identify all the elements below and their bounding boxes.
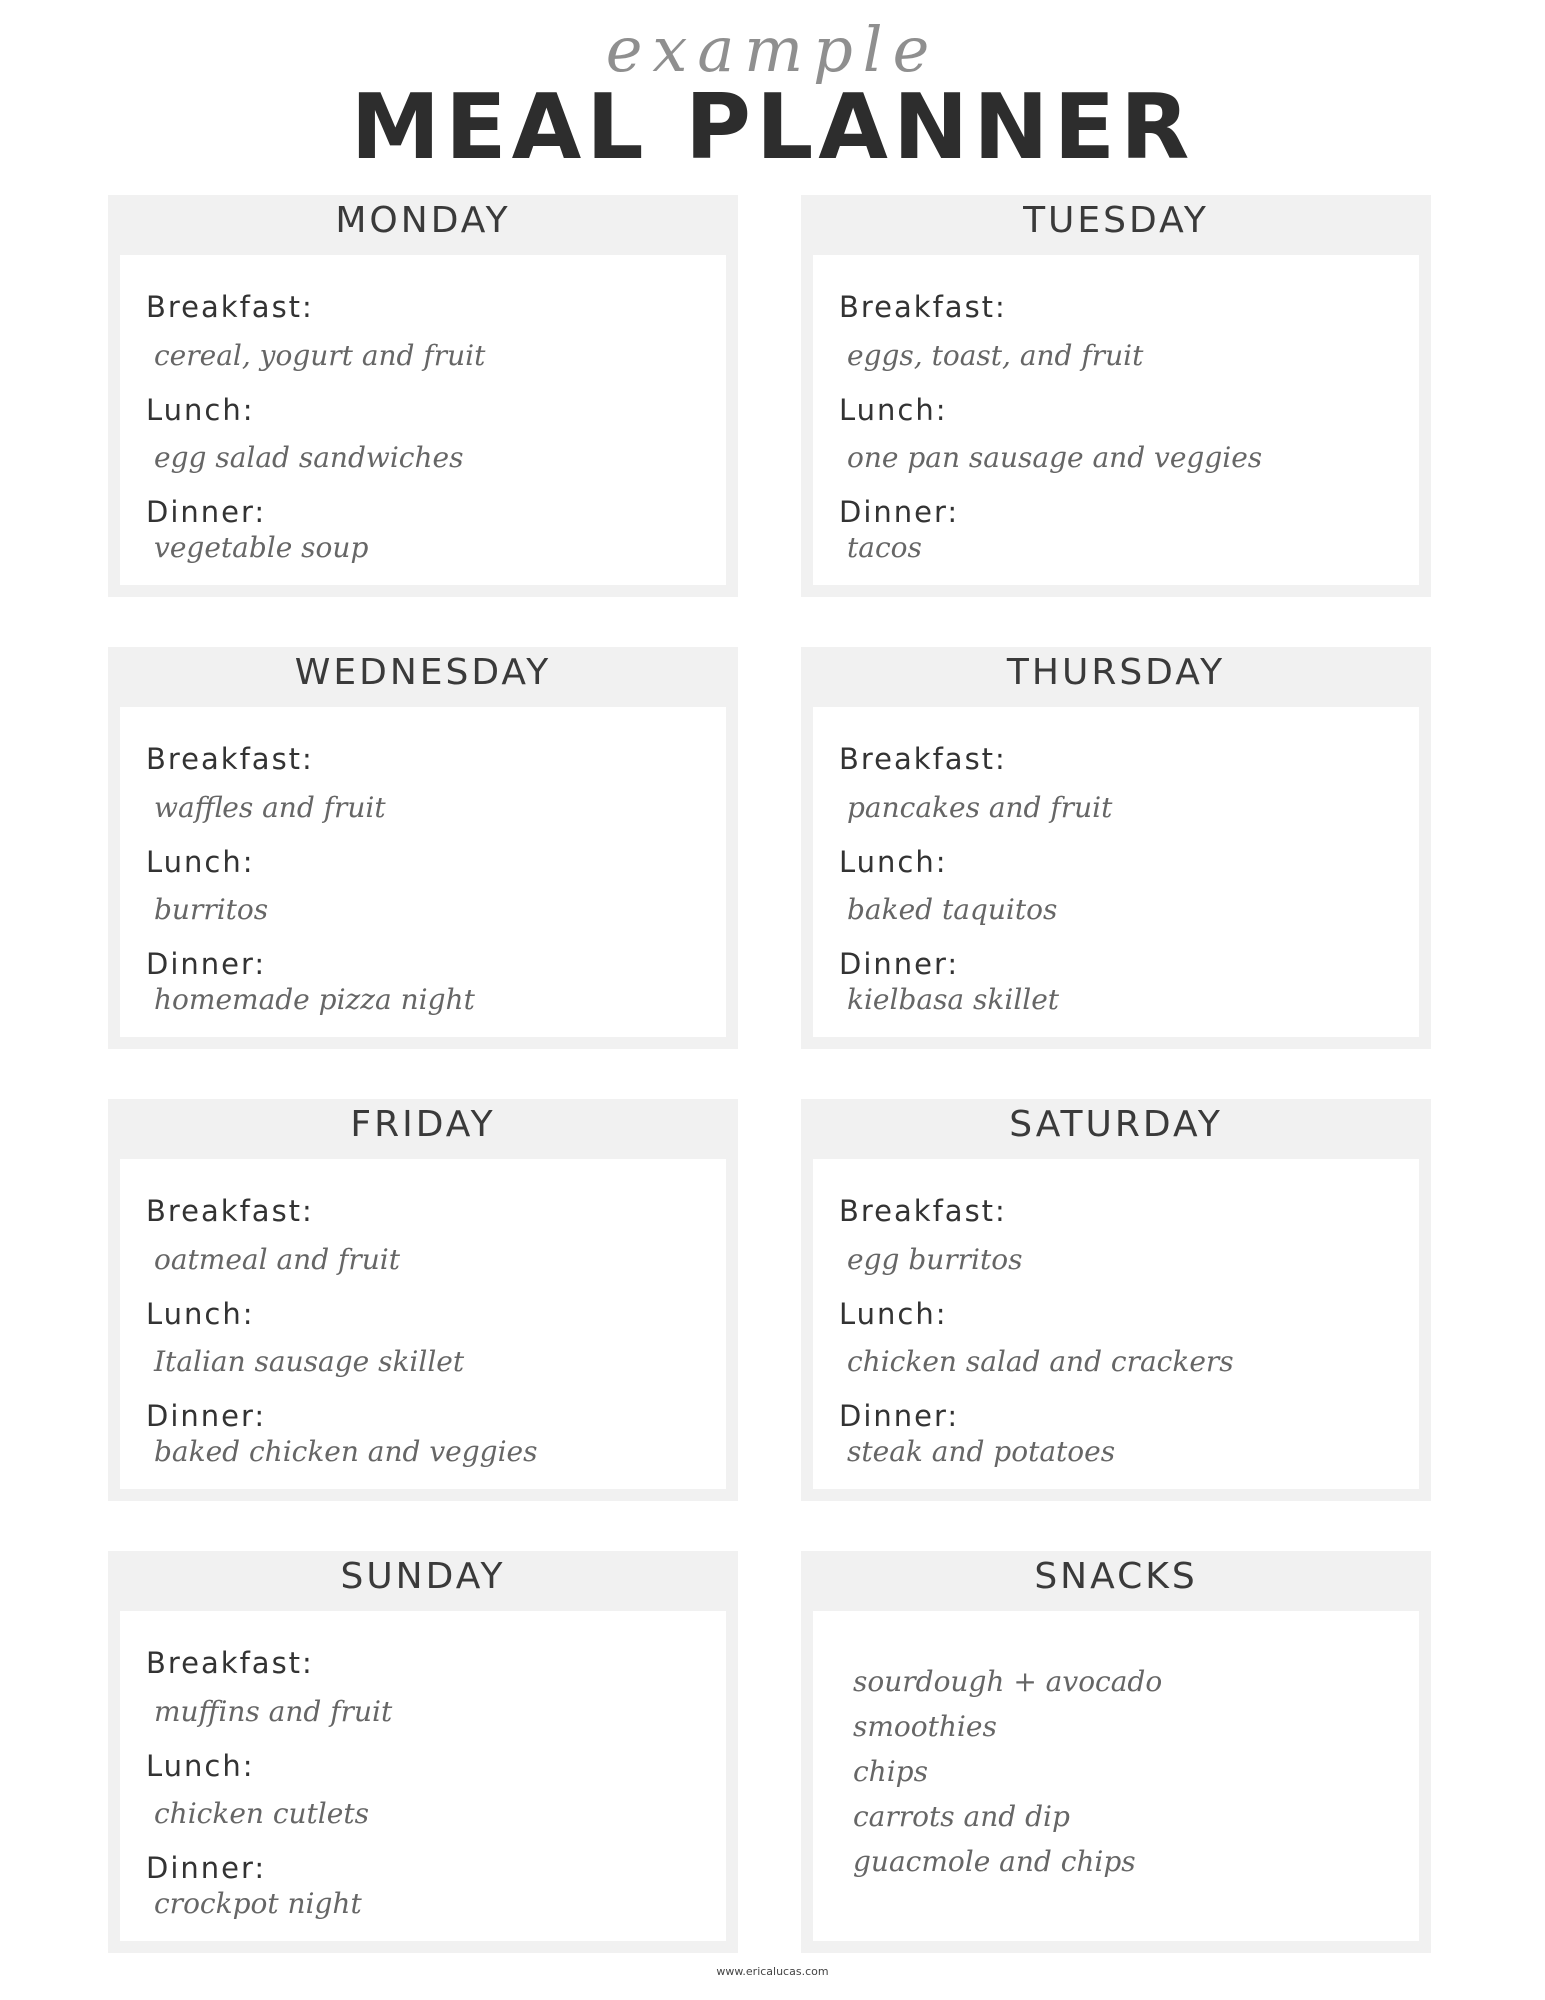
dinner-label: Dinner:	[839, 947, 960, 981]
meal-panel	[813, 255, 1419, 585]
lunch-value: one pan sausage and veggies	[847, 441, 1263, 474]
lunch-label: Lunch:	[146, 1749, 255, 1783]
dinner-label: Dinner:	[146, 495, 267, 529]
breakfast-value: cereal, yogurt and fruit	[154, 339, 486, 372]
day-card-monday	[108, 195, 738, 597]
lunch-value: Italian sausage skillet	[154, 1345, 465, 1378]
day-card-friday	[108, 1099, 738, 1501]
day-card-tuesday	[801, 195, 1431, 597]
lunch-label: Lunch:	[146, 845, 255, 879]
dinner-value: steak and potatoes	[847, 1435, 1116, 1468]
day-card-wednesday	[108, 647, 738, 1049]
meal-panel	[120, 1159, 726, 1489]
dinner-value: baked chicken and veggies	[154, 1435, 538, 1468]
breakfast-value: egg burritos	[847, 1243, 1023, 1276]
lunch-value: chicken cutlets	[154, 1797, 369, 1830]
breakfast-value: eggs, toast, and fruit	[847, 339, 1144, 372]
dinner-value: kielbasa skillet	[847, 983, 1060, 1016]
snack-item: chips	[853, 1755, 928, 1788]
lunch-value: egg salad sandwiches	[154, 441, 464, 474]
day-title: MONDAY	[335, 200, 511, 241]
day-title: WEDNESDAY	[294, 652, 552, 693]
breakfast-label: Breakfast:	[839, 742, 1007, 776]
meal-panel	[120, 1611, 726, 1941]
day-card-thursday	[801, 647, 1431, 1049]
script-title: example	[605, 13, 940, 86]
lunch-label: Lunch:	[839, 845, 948, 879]
breakfast-value: pancakes and fruit	[847, 791, 1113, 824]
day-title: FRIDAY	[350, 1104, 496, 1145]
snack-item: guacmole and chips	[853, 1845, 1136, 1878]
meal-panel	[813, 707, 1419, 1037]
dinner-value: crockpot night	[154, 1887, 362, 1920]
lunch-label: Lunch:	[839, 393, 948, 427]
dinner-value: tacos	[847, 531, 922, 564]
snacks-list	[853, 1659, 1162, 1884]
breakfast-value: muffins and fruit	[154, 1695, 393, 1728]
meal-panel	[120, 255, 726, 585]
snacks-panel	[813, 1611, 1419, 1941]
lunch-label: Lunch:	[146, 393, 255, 427]
day-card-saturday	[801, 1099, 1431, 1501]
dinner-label: Dinner:	[146, 1851, 267, 1885]
dinner-label: Dinner:	[839, 1399, 960, 1433]
meal-panel	[813, 1159, 1419, 1489]
lunch-label: Lunch:	[146, 1297, 255, 1331]
lunch-value: baked taquitos	[847, 893, 1058, 926]
day-card-sunday	[108, 1551, 738, 1953]
dinner-label: Dinner:	[839, 495, 960, 529]
footer-url: www.ericalucas.com	[716, 1965, 829, 1978]
lunch-value: burritos	[154, 893, 269, 926]
meal-panel	[120, 707, 726, 1037]
lunch-label: Lunch:	[839, 1297, 948, 1331]
dinner-label: Dinner:	[146, 1399, 267, 1433]
snack-item: carrots and dip	[853, 1800, 1070, 1833]
snacks-title: SNACKS	[1034, 1556, 1198, 1597]
breakfast-label: Breakfast:	[146, 1194, 314, 1228]
dinner-value: homemade pizza night	[154, 983, 475, 1016]
breakfast-value: oatmeal and fruit	[154, 1243, 401, 1276]
breakfast-label: Breakfast:	[146, 290, 314, 324]
day-title: SUNDAY	[340, 1556, 506, 1597]
breakfast-value: waffles and fruit	[154, 791, 386, 824]
snack-item: sourdough + avocado	[853, 1665, 1163, 1698]
lunch-value: chicken salad and crackers	[847, 1345, 1234, 1378]
dinner-value: vegetable soup	[154, 531, 369, 564]
page-title: MEAL PLANNER	[350, 75, 1195, 180]
day-title: THURSDAY	[1006, 652, 1226, 693]
snack-item: smoothies	[853, 1710, 997, 1743]
breakfast-label: Breakfast:	[146, 1646, 314, 1680]
snacks-card	[801, 1551, 1431, 1953]
day-title: SATURDAY	[1009, 1104, 1223, 1145]
breakfast-label: Breakfast:	[146, 742, 314, 776]
dinner-label: Dinner:	[146, 947, 267, 981]
breakfast-label: Breakfast:	[839, 1194, 1007, 1228]
day-title: TUESDAY	[1023, 200, 1209, 241]
breakfast-label: Breakfast:	[839, 290, 1007, 324]
